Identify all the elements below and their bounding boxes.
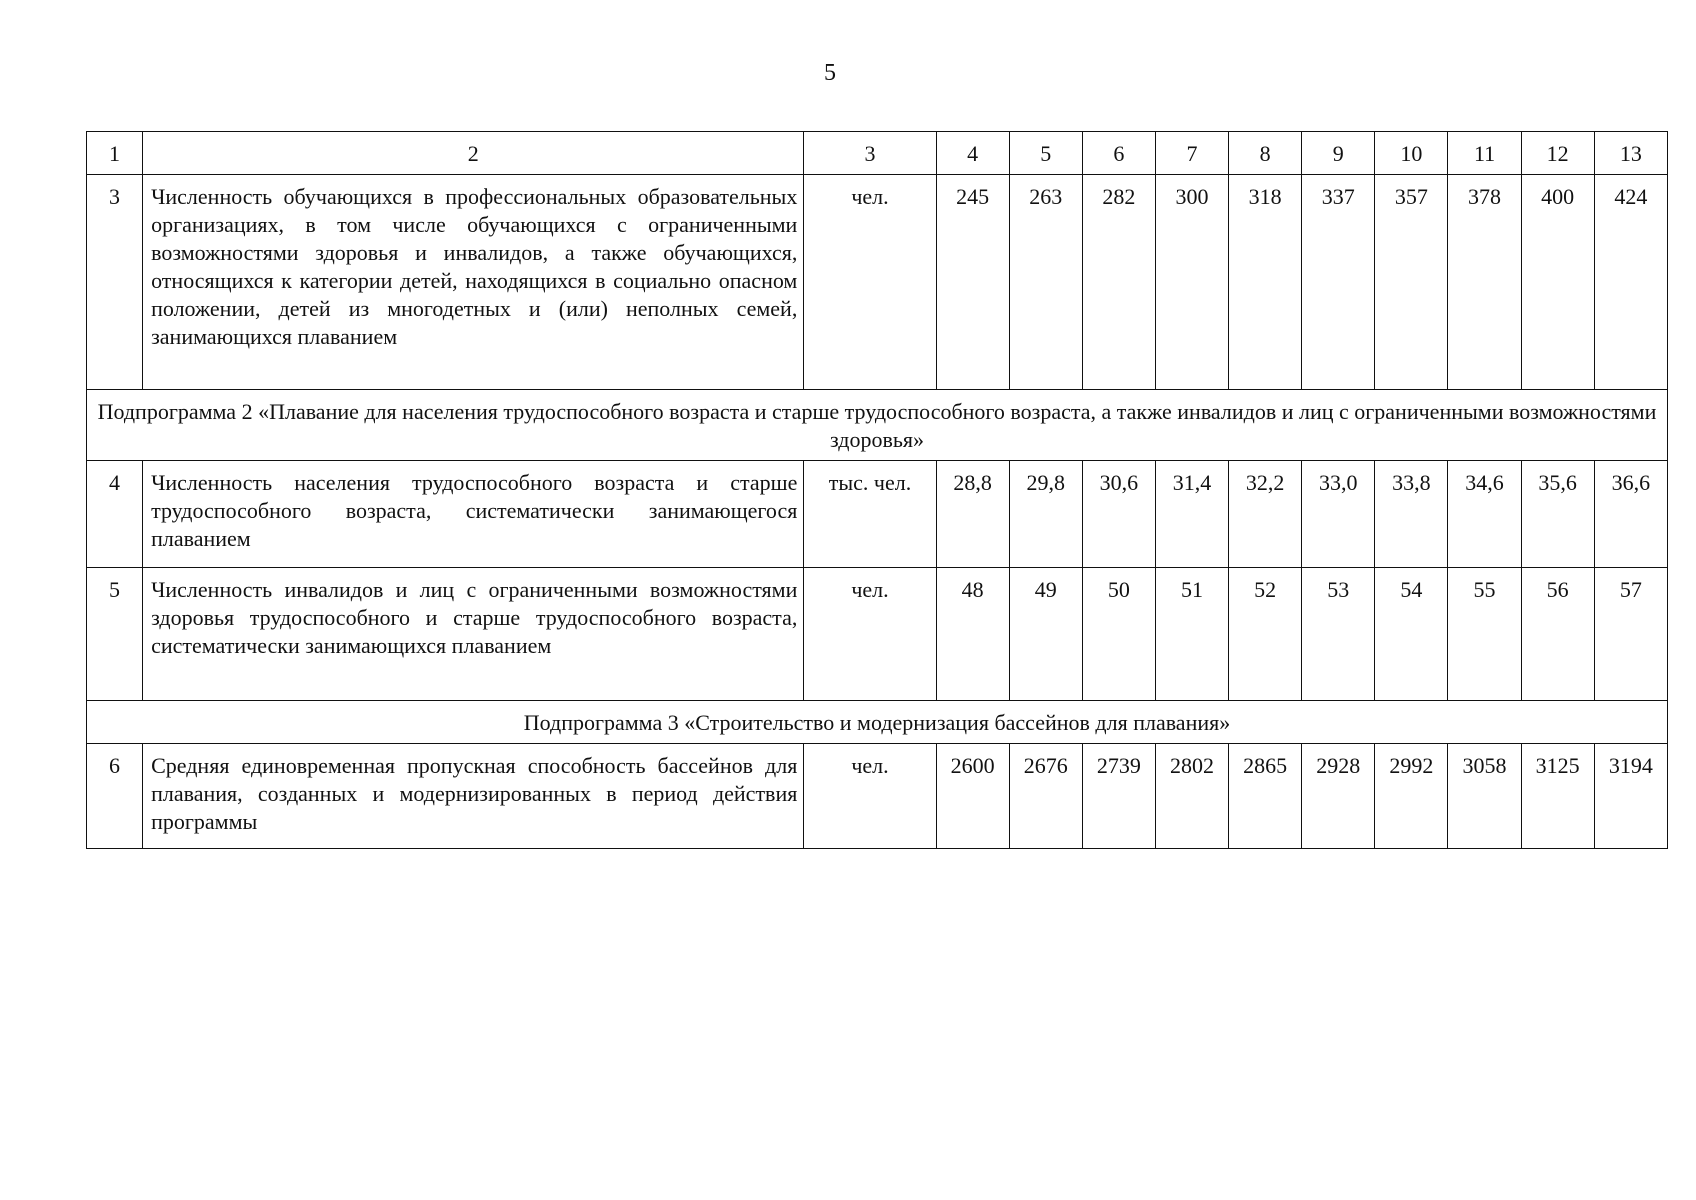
header-cell: 10: [1375, 132, 1448, 175]
value-cell: 2865: [1229, 744, 1302, 849]
value-cell: 49: [1009, 568, 1082, 701]
value-cell: 2600: [936, 744, 1009, 849]
row-number: 6: [87, 744, 143, 849]
value-cell: 29,8: [1009, 461, 1082, 568]
table-row: [87, 461, 1668, 568]
value-cell: 3058: [1448, 744, 1521, 849]
value-cell: 33,0: [1302, 461, 1375, 568]
unit-cell: тыс. чел.: [804, 461, 936, 568]
value-cell: 300: [1155, 175, 1228, 390]
unit-cell: чел.: [804, 175, 936, 390]
value-cell: 50: [1082, 568, 1155, 701]
value-cell: 424: [1594, 175, 1667, 390]
header-cell: 4: [936, 132, 1009, 175]
header-cell: 7: [1155, 132, 1228, 175]
header-cell: 6: [1082, 132, 1155, 175]
value-cell: 2928: [1302, 744, 1375, 849]
value-cell: 357: [1375, 175, 1448, 390]
row-number: 5: [87, 568, 143, 701]
value-cell: 35,6: [1521, 461, 1594, 568]
value-cell: 2802: [1155, 744, 1228, 849]
header-cell: 3: [804, 132, 936, 175]
header-cell: 1: [87, 132, 143, 175]
subprogram-row: [87, 701, 1668, 744]
subprogram-row: [87, 390, 1668, 461]
header-cell: 5: [1009, 132, 1082, 175]
row-number: 4: [87, 461, 143, 568]
indicators-table: [86, 131, 1668, 849]
value-cell: 31,4: [1155, 461, 1228, 568]
value-cell: 30,6: [1082, 461, 1155, 568]
value-cell: 263: [1009, 175, 1082, 390]
value-cell: 318: [1229, 175, 1302, 390]
value-cell: 400: [1521, 175, 1594, 390]
header-cell: 12: [1521, 132, 1594, 175]
table-row: [87, 744, 1668, 849]
value-cell: 33,8: [1375, 461, 1448, 568]
value-cell: 57: [1594, 568, 1667, 701]
header-cell: 11: [1448, 132, 1521, 175]
value-cell: 282: [1082, 175, 1155, 390]
value-cell: 34,6: [1448, 461, 1521, 568]
table-row: [87, 175, 1668, 390]
unit-cell: чел.: [804, 568, 936, 701]
value-cell: 3194: [1594, 744, 1667, 849]
value-cell: 32,2: [1229, 461, 1302, 568]
value-cell: 48: [936, 568, 1009, 701]
indicator-name: Численность обучающихся в профессиональных образовательных организациях, в том числе обучающихся с ограниченными возможностями здоровья и инвалидов, а также обучающихся, относящихся к категории детей, находящихся в социально опасном положении, детей из многодетных и (или) неполных семей, занимающихся плаванием: [143, 175, 804, 390]
value-cell: 378: [1448, 175, 1521, 390]
value-cell: 337: [1302, 175, 1375, 390]
value-cell: 2739: [1082, 744, 1155, 849]
value-cell: 2992: [1375, 744, 1448, 849]
table-header-row: [87, 132, 1668, 175]
row-number: 3: [87, 175, 143, 390]
value-cell: 36,6: [1594, 461, 1667, 568]
indicator-name: Численность населения трудоспособного возраста и старше трудоспособного возраста, систематически занимающегося плаванием: [143, 461, 804, 568]
value-cell: 56: [1521, 568, 1594, 701]
value-cell: 55: [1448, 568, 1521, 701]
header-cell: 8: [1229, 132, 1302, 175]
value-cell: 54: [1375, 568, 1448, 701]
header-cell: 13: [1594, 132, 1667, 175]
value-cell: 52: [1229, 568, 1302, 701]
header-cell: 9: [1302, 132, 1375, 175]
header-cell: 2: [143, 132, 804, 175]
subprogram-title: Подпрограмма 3 «Строительство и модернизация бассейнов для плавания»: [87, 701, 1668, 744]
value-cell: 53: [1302, 568, 1375, 701]
value-cell: 51: [1155, 568, 1228, 701]
indicator-name: Средняя единовременная пропускная способность бассейнов для плавания, созданных и модернизированных в период действия программы: [143, 744, 804, 849]
indicator-name: Численность инвалидов и лиц с ограниченными возможностями здоровья трудоспособного и старше трудоспособного возраста, систематически занимающихся плаванием: [143, 568, 804, 701]
table-row: [87, 568, 1668, 701]
value-cell: 28,8: [936, 461, 1009, 568]
page-number: 5: [824, 60, 836, 86]
value-cell: 2676: [1009, 744, 1082, 849]
value-cell: 3125: [1521, 744, 1594, 849]
unit-cell: чел.: [804, 744, 936, 849]
value-cell: 245: [936, 175, 1009, 390]
subprogram-title: Подпрограмма 2 «Плавание для населения трудоспособного возраста и старше трудоспособного возраста, а также инвалидов и лиц с ограниченными возможностями здоровья»: [87, 390, 1668, 461]
